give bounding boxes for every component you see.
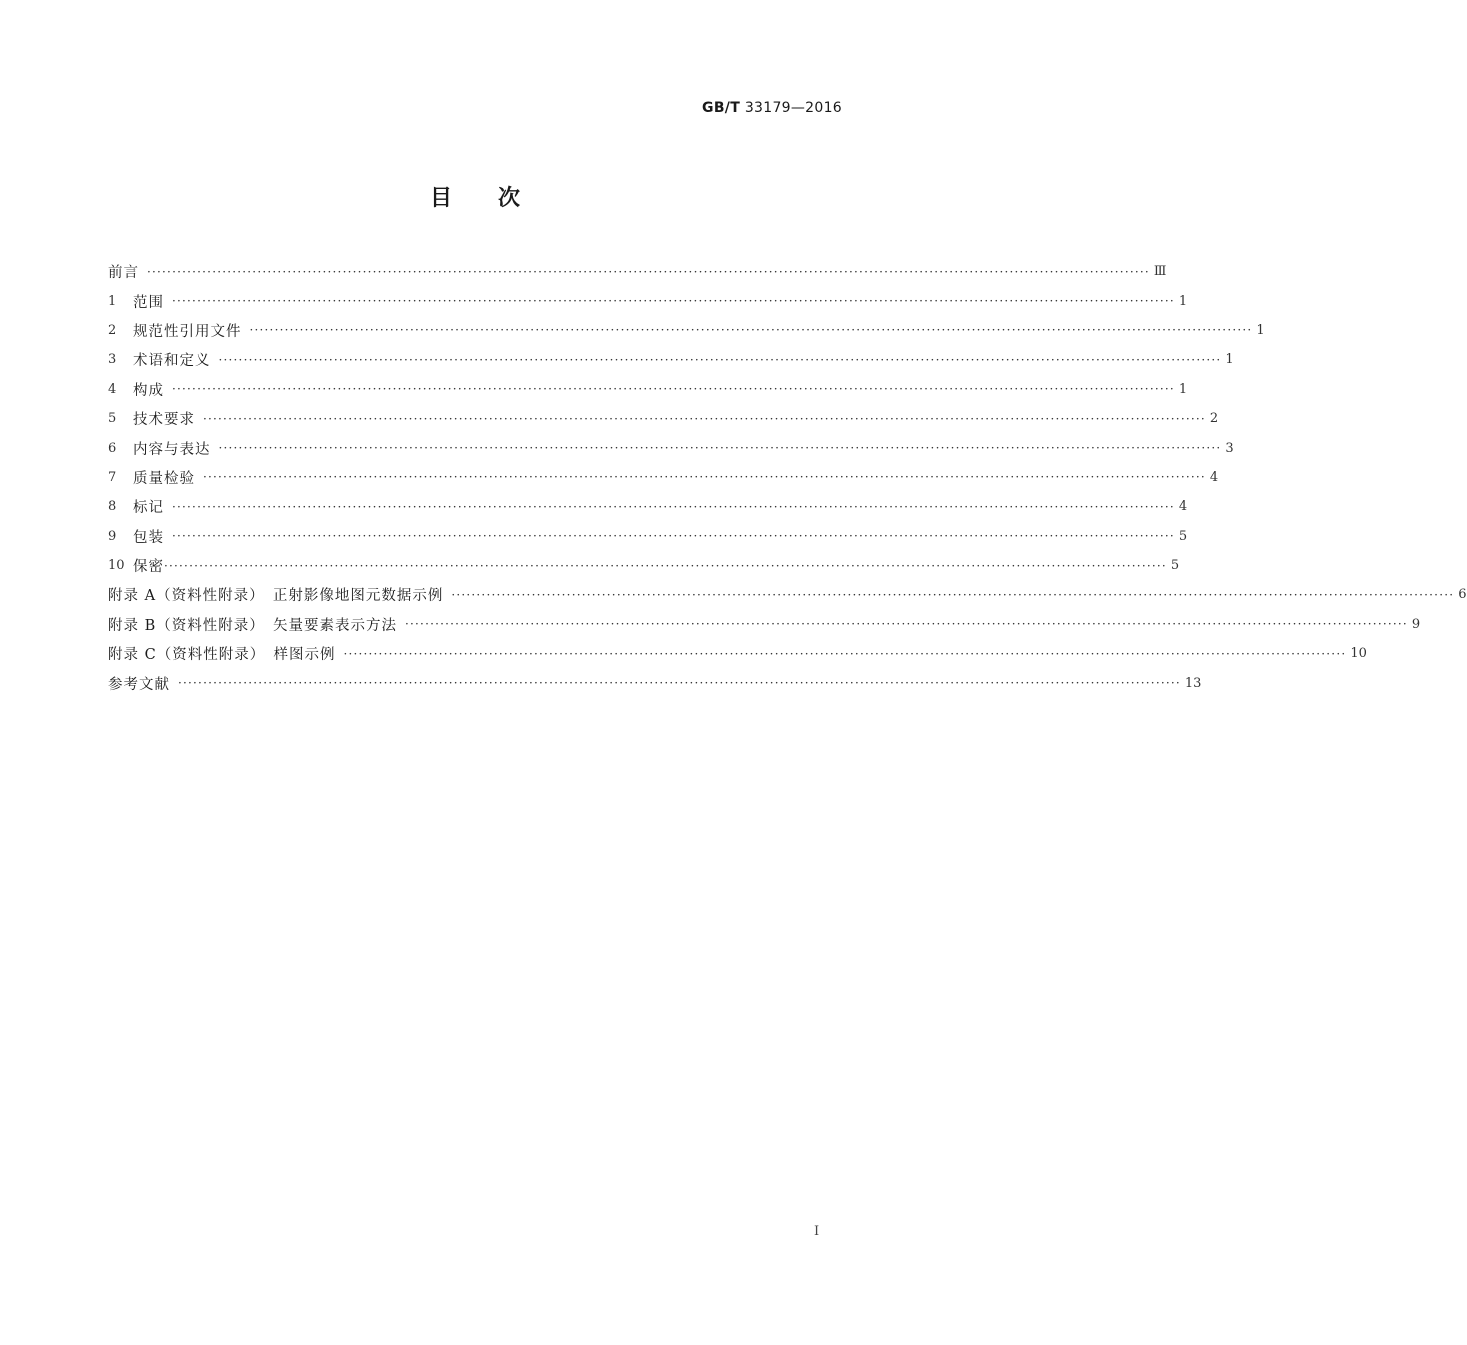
toc-entry-4[interactable] — [108, 375, 1188, 404]
toc-entry-references[interactable] — [108, 668, 1202, 697]
toc-entry-8[interactable] — [108, 492, 1188, 521]
toc-entry-5[interactable] — [108, 404, 1219, 433]
toc-entry-page: 4 — [1209, 469, 1219, 485]
toc-entry-number: 1 — [108, 293, 117, 309]
toc-entry-page: 1 — [1256, 322, 1265, 338]
toc-leader-dots: ········································································································································································································ — [147, 264, 1150, 279]
toc-entry-number: 3 — [108, 352, 117, 368]
toc-entry-page: 3 — [1225, 440, 1234, 456]
toc-entry-9[interactable] — [108, 522, 1188, 551]
toc-leader-dots: ········································································································································································································ — [218, 352, 1222, 367]
toc-leader-dots: ········································································································································································································ — [172, 294, 1175, 309]
toc-leader-dots: ········································································································································································································ — [451, 587, 1455, 602]
toc-entry-page: 1 — [1178, 293, 1188, 309]
toc-entry-foreword[interactable] — [108, 257, 1167, 286]
toc-entry-text: 附录 A（资料性附录） 正射影像地图元数据示例 — [108, 588, 444, 605]
toc-entry-7[interactable] — [108, 463, 1219, 492]
title-char-2: 次 — [498, 186, 521, 211]
toc-entry-text: 范围 — [133, 294, 164, 311]
toc-entry-appendix-b[interactable] — [108, 610, 1421, 639]
toc-entry-number: 9 — [108, 528, 117, 544]
toc-entry-number: 2 — [108, 322, 117, 338]
toc-entry-text: 技术要求 — [133, 412, 195, 429]
toc-entry-number: 5 — [108, 411, 117, 427]
toc-entry-page: 10 — [1350, 646, 1367, 662]
toc-leader-dots: ········································································································································································································ — [203, 470, 1206, 485]
toc-leader-dots: ········································································································································································································ — [172, 499, 1175, 514]
toc-entry-text: 附录 C（资料性附录） 样图示例 — [108, 647, 336, 664]
toc-entry-page: 9 — [1411, 616, 1421, 632]
toc-leader-dots: ········································································································································································································ — [203, 411, 1206, 426]
toc-entry-page: 1 — [1178, 381, 1188, 397]
toc-leader-dots: ········································································································································································································ — [218, 441, 1222, 456]
toc-entry-appendix-a[interactable] — [108, 580, 1467, 609]
standard-prefix: GB/T — [702, 100, 741, 116]
page-title — [0, 181, 950, 212]
toc-entry-appendix-c[interactable] — [108, 639, 1367, 668]
toc-leader-dots: ········································································································································································································ — [249, 323, 1253, 338]
toc-entry-10[interactable] — [108, 551, 1180, 580]
toc-entry-text: 前言 — [108, 265, 139, 282]
toc-entry-text: 标记 — [133, 500, 164, 517]
toc-leader-dots: ········································································································································································································ — [172, 382, 1175, 397]
toc-entry-text: 参考文献 — [108, 676, 170, 693]
toc-entry-number: 8 — [108, 499, 117, 515]
title-char-1: 目 — [429, 186, 452, 211]
toc-entry-text: 构成 — [133, 382, 164, 399]
toc-leader-dots: ········································································································································································································ — [343, 646, 1347, 661]
toc-entry-text: 质量检验 — [133, 470, 195, 487]
toc-leader-dots: ········································································································································································································ — [178, 676, 1181, 691]
toc-leader-dots: ········································································································································································································ — [164, 558, 1167, 573]
toc-entry-2[interactable] — [108, 316, 1265, 345]
table-of-contents — [108, 257, 1467, 698]
toc-entry-number: 10 — [108, 558, 125, 574]
toc-entry-page: Ⅲ — [1153, 264, 1167, 280]
toc-entry-text: 包装 — [133, 529, 164, 546]
toc-entry-page: 5 — [1178, 528, 1188, 544]
toc-entry-number: 4 — [108, 381, 117, 397]
toc-entry-1[interactable] — [108, 286, 1188, 315]
toc-entry-page: 5 — [1170, 558, 1180, 574]
toc-entry-number: 7 — [108, 469, 117, 485]
toc-leader-dots: ········································································································································································································ — [405, 617, 1408, 632]
toc-entry-text: 保密 — [133, 559, 164, 576]
toc-entry-text: 附录 B（资料性附录） 矢量要素表示方法 — [108, 617, 398, 634]
page-number: I — [814, 1224, 820, 1239]
toc-entry-text: 术语和定义 — [133, 353, 211, 370]
toc-entry-page: 4 — [1178, 499, 1188, 515]
toc-entry-number: 6 — [108, 440, 117, 456]
toc-entry-6[interactable] — [108, 433, 1234, 462]
toc-entry-page: 6 — [1458, 587, 1467, 603]
standard-number: 33179—2016 — [744, 100, 842, 116]
toc-entry-page: 1 — [1225, 352, 1234, 368]
standard-code — [702, 100, 842, 116]
toc-entry-3[interactable] — [108, 345, 1234, 374]
toc-entry-page: 2 — [1209, 411, 1219, 427]
toc-entry-text: 规范性引用文件 — [133, 323, 242, 340]
toc-entry-text: 内容与表达 — [133, 441, 211, 458]
toc-leader-dots: ········································································································································································································ — [172, 529, 1175, 544]
toc-entry-page: 13 — [1184, 675, 1202, 691]
